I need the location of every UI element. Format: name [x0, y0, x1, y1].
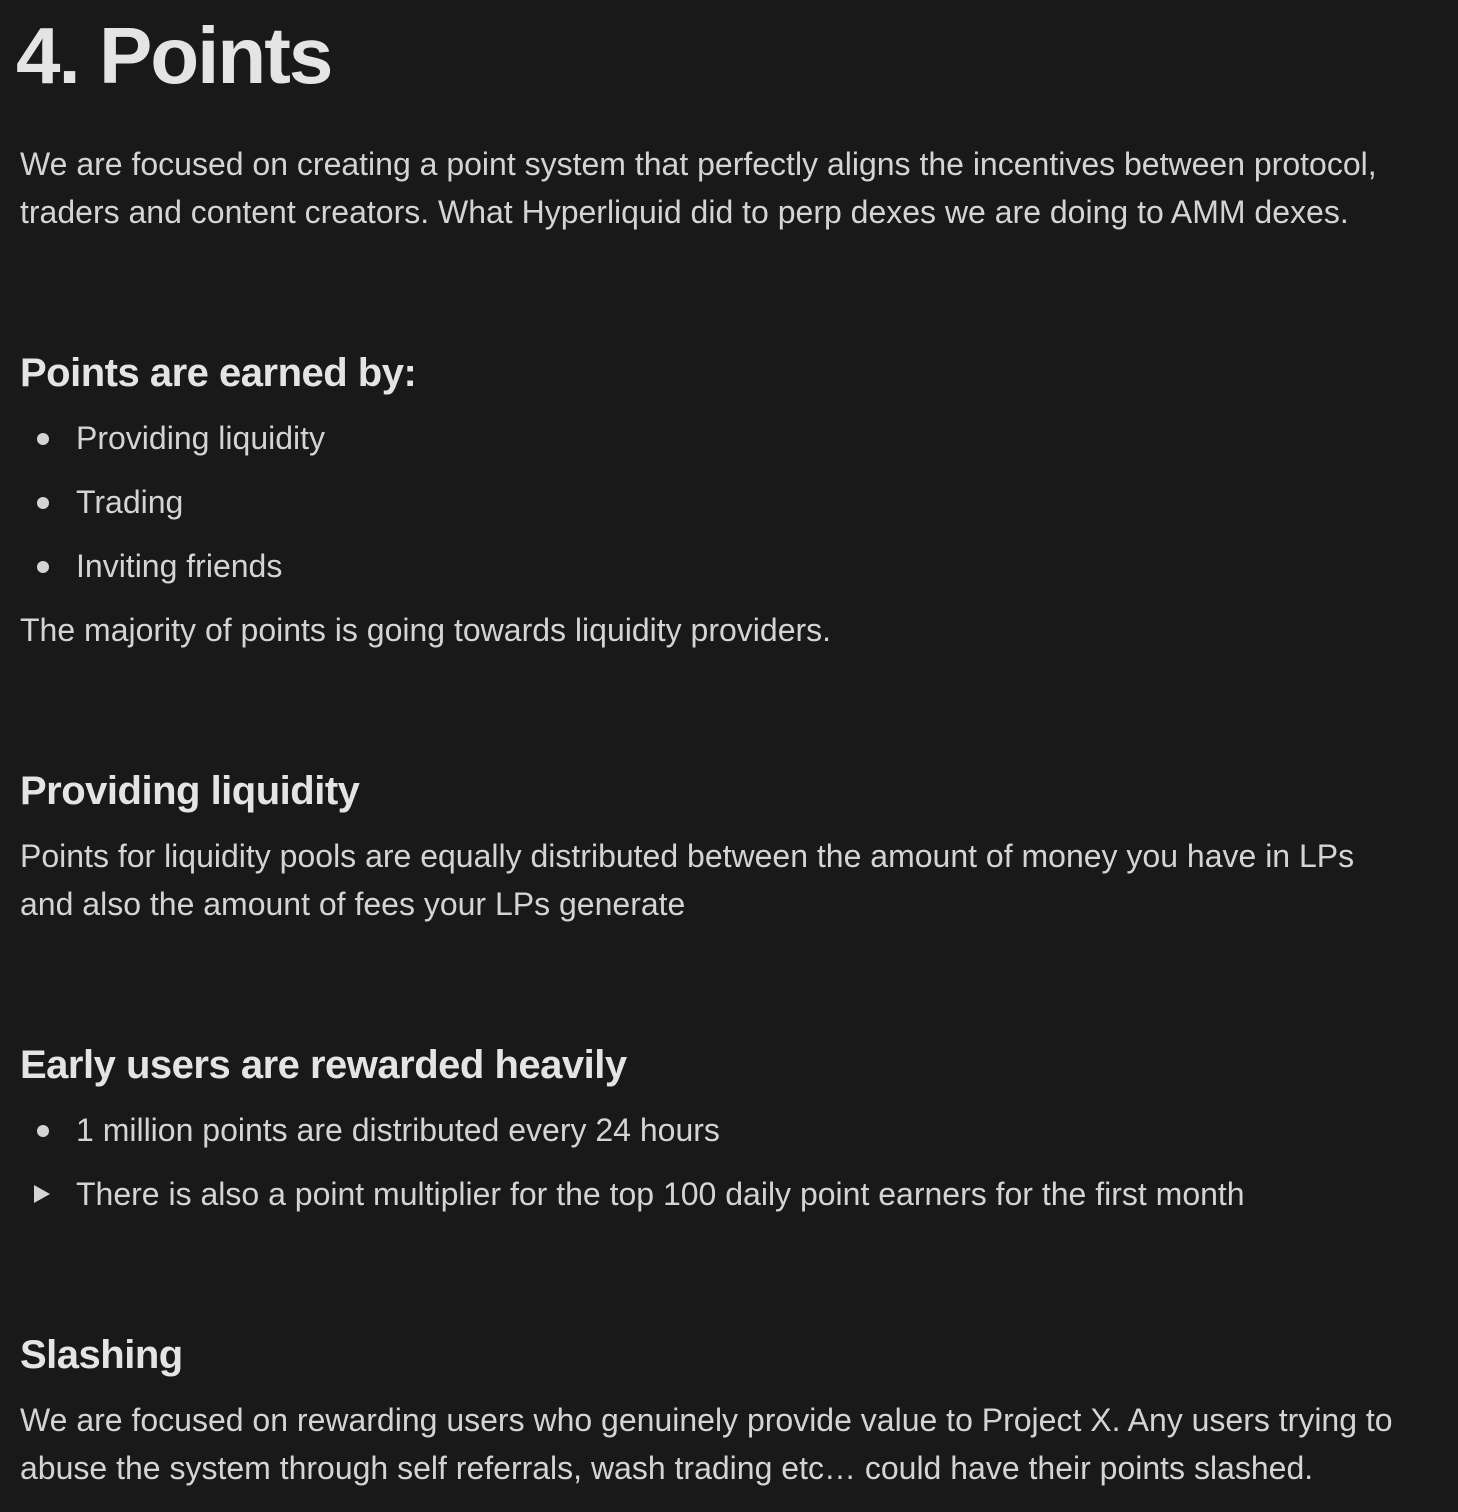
heading-early-users: Early users are rewarded heavily — [20, 1043, 627, 1087]
bullet-icon — [37, 433, 49, 445]
list-item-text: Providing liquidity — [76, 420, 326, 456]
slashing-paragraph: We are focused on rewarding users who genuinely provide value to Project X. Any users trying to abuse the system through self referrals, wash trading etc… could have their points slashed. — [20, 1402, 1393, 1486]
bullet-icon — [37, 1125, 49, 1137]
page-title: 4. Points — [16, 11, 332, 100]
list-item-text: Trading — [76, 484, 184, 520]
toggle-triangle-icon[interactable] — [34, 1185, 50, 1203]
heading-points-earned: Points are earned by: — [20, 351, 417, 395]
list-item-text: 1 million points are distributed every 24 hours — [76, 1112, 720, 1148]
bullet-icon — [37, 497, 49, 509]
heading-slashing: Slashing — [20, 1333, 183, 1377]
earned-note: The majority of points is going towards liquidity providers. — [20, 612, 832, 648]
liquidity-paragraph: Points for liquidity pools are equally distributed between the amount of money you have in LPs and also the amount of fees your LPs generate — [20, 838, 1355, 922]
toggle-item-text: There is also a point multiplier for the top 100 daily point earners for the first month — [76, 1176, 1245, 1212]
heading-providing-liquidity: Providing liquidity — [20, 769, 360, 813]
intro-paragraph: We are focused on creating a point system that perfectly aligns the incentives between protocol, traders and content creators. What Hyperliquid did to perp dexes we are doing to AMM dexes. — [20, 146, 1377, 230]
bullet-icon — [37, 561, 49, 573]
list-item-text: Inviting friends — [76, 548, 283, 584]
